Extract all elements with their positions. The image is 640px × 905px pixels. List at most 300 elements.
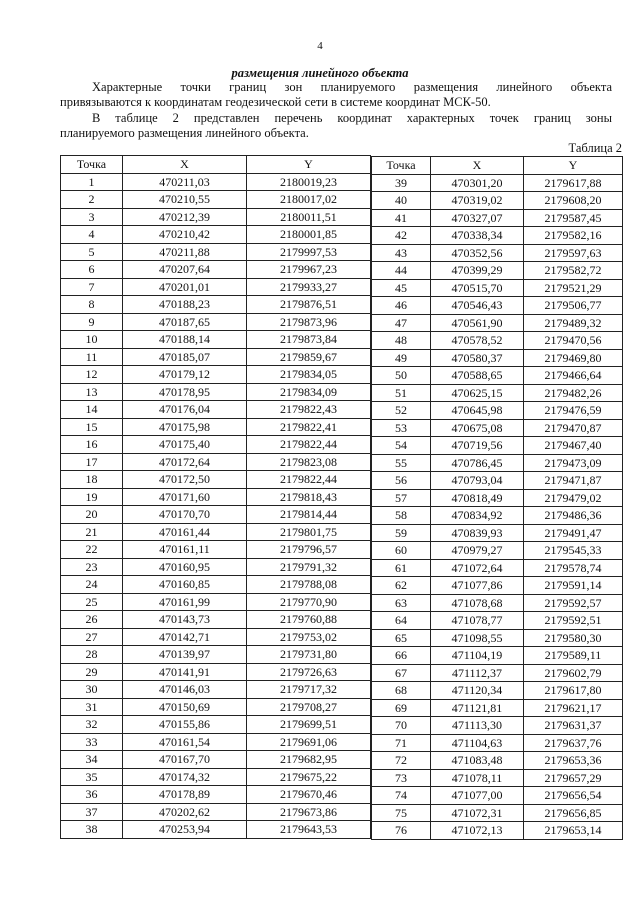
point-number-cell: 43 <box>372 244 431 262</box>
x-coordinate-cell: 470161,44 <box>123 523 247 541</box>
point-number-cell: 36 <box>61 786 123 804</box>
y-coordinate-cell: 2179631,37 <box>524 717 623 735</box>
table-row <box>61 173 371 191</box>
y-coordinate-cell: 2179708,27 <box>247 698 371 716</box>
table-row <box>372 507 623 525</box>
x-coordinate-cell: 470143,73 <box>123 611 247 629</box>
x-coordinate-cell: 470155,86 <box>123 716 247 734</box>
y-coordinate-cell: 2179731,80 <box>247 646 371 664</box>
point-number-cell: 17 <box>61 453 123 471</box>
table-row <box>372 314 623 332</box>
y-coordinate-cell: 2179818,43 <box>247 488 371 506</box>
point-number-cell: 25 <box>61 593 123 611</box>
table-row <box>61 663 371 681</box>
point-number-cell: 52 <box>372 402 431 420</box>
x-coordinate-cell: 470818,49 <box>431 489 524 507</box>
point-number-cell: 61 <box>372 559 431 577</box>
point-number-cell: 1 <box>61 173 123 191</box>
y-coordinate-cell: 2179578,74 <box>524 559 623 577</box>
x-coordinate-cell: 470171,60 <box>123 488 247 506</box>
table-row <box>61 366 371 384</box>
y-coordinate-cell: 2179834,05 <box>247 366 371 384</box>
section-heading: размещения линейного объекта <box>231 66 409 80</box>
table-row <box>61 821 371 839</box>
table-row <box>61 698 371 716</box>
x-coordinate-cell: 471112,37 <box>431 664 524 682</box>
y-coordinate-cell: 2179822,44 <box>247 436 371 454</box>
table-row <box>61 803 371 821</box>
x-coordinate-cell: 470253,94 <box>123 821 247 839</box>
point-number-cell: 7 <box>61 278 123 296</box>
point-number-cell: 16 <box>61 436 123 454</box>
x-coordinate-cell: 470578,52 <box>431 332 524 350</box>
x-coordinate-cell: 470160,85 <box>123 576 247 594</box>
column-header-y: Y <box>247 156 371 174</box>
point-number-cell: 40 <box>372 192 431 210</box>
x-coordinate-cell: 470187,65 <box>123 313 247 331</box>
y-coordinate-cell: 2179822,43 <box>247 401 371 419</box>
table-row <box>61 576 371 594</box>
x-coordinate-cell: 470178,95 <box>123 383 247 401</box>
point-number-cell: 31 <box>61 698 123 716</box>
x-coordinate-cell: 470142,71 <box>123 628 247 646</box>
y-coordinate-cell: 2179467,40 <box>524 437 623 455</box>
point-number-cell: 42 <box>372 227 431 245</box>
y-coordinate-cell: 2179770,90 <box>247 593 371 611</box>
y-coordinate-cell: 2179791,32 <box>247 558 371 576</box>
x-coordinate-cell: 470212,39 <box>123 208 247 226</box>
y-coordinate-cell: 2179760,88 <box>247 611 371 629</box>
point-number-cell: 38 <box>61 821 123 839</box>
table-row <box>372 752 623 770</box>
paragraph-intro-line-2: привязываются к координатам геодезической сети в системе координат МСК-50. <box>60 95 491 109</box>
y-coordinate-cell: 2179476,59 <box>524 402 623 420</box>
table-header-row <box>372 157 623 175</box>
x-coordinate-cell: 470301,20 <box>431 174 524 192</box>
point-number-cell: 57 <box>372 489 431 507</box>
coordinates-table-left <box>60 155 371 839</box>
y-coordinate-cell: 2179482,26 <box>524 384 623 402</box>
x-coordinate-cell: 471104,19 <box>431 647 524 665</box>
point-number-cell: 66 <box>372 647 431 665</box>
table-row <box>61 418 371 436</box>
y-coordinate-cell: 2179617,80 <box>524 682 623 700</box>
y-coordinate-cell: 2179691,06 <box>247 733 371 751</box>
point-number-cell: 2 <box>61 191 123 209</box>
point-number-cell: 64 <box>372 612 431 630</box>
table-row <box>372 402 623 420</box>
x-coordinate-cell: 471083,48 <box>431 752 524 770</box>
table-row <box>372 664 623 682</box>
table-row <box>372 244 623 262</box>
y-coordinate-cell: 2179796,57 <box>247 541 371 559</box>
table-row <box>61 733 371 751</box>
x-coordinate-cell: 471078,77 <box>431 612 524 630</box>
table-row <box>61 313 371 331</box>
x-coordinate-cell: 470175,98 <box>123 418 247 436</box>
point-number-cell: 44 <box>372 262 431 280</box>
x-coordinate-cell: 471077,86 <box>431 577 524 595</box>
table-row <box>61 243 371 261</box>
table-row <box>372 717 623 735</box>
point-number-cell: 51 <box>372 384 431 402</box>
column-header-x: X <box>431 157 524 175</box>
table-row <box>61 401 371 419</box>
point-number-cell: 6 <box>61 261 123 279</box>
x-coordinate-cell: 471078,68 <box>431 594 524 612</box>
y-coordinate-cell: 2179471,87 <box>524 472 623 490</box>
x-coordinate-cell: 470645,98 <box>431 402 524 420</box>
point-number-cell: 29 <box>61 663 123 681</box>
y-coordinate-cell: 2179637,76 <box>524 734 623 752</box>
y-coordinate-cell: 2179643,53 <box>247 821 371 839</box>
y-coordinate-cell: 2179466,64 <box>524 367 623 385</box>
point-number-cell: 33 <box>61 733 123 751</box>
y-coordinate-cell: 2179822,44 <box>247 471 371 489</box>
table-row <box>372 384 623 402</box>
point-number-cell: 23 <box>61 558 123 576</box>
x-coordinate-cell: 470625,15 <box>431 384 524 402</box>
table-row <box>372 489 623 507</box>
x-coordinate-cell: 470172,50 <box>123 471 247 489</box>
y-coordinate-cell: 2179699,51 <box>247 716 371 734</box>
y-coordinate-cell: 2179834,09 <box>247 383 371 401</box>
point-number-cell: 63 <box>372 594 431 612</box>
y-coordinate-cell: 2179602,79 <box>524 664 623 682</box>
table-row <box>61 261 371 279</box>
point-number-cell: 58 <box>372 507 431 525</box>
point-number-cell: 73 <box>372 769 431 787</box>
x-coordinate-cell: 470185,07 <box>123 348 247 366</box>
x-coordinate-cell: 470546,43 <box>431 297 524 315</box>
x-coordinate-cell: 470167,70 <box>123 751 247 769</box>
table-row <box>61 191 371 209</box>
table-row <box>372 297 623 315</box>
table-row <box>372 682 623 700</box>
y-coordinate-cell: 2179653,14 <box>524 822 623 840</box>
x-coordinate-cell: 470588,65 <box>431 367 524 385</box>
x-coordinate-cell: 470399,29 <box>431 262 524 280</box>
x-coordinate-cell: 470139,97 <box>123 646 247 664</box>
point-number-cell: 35 <box>61 768 123 786</box>
y-coordinate-cell: 2179876,51 <box>247 296 371 314</box>
x-coordinate-cell: 470675,08 <box>431 419 524 437</box>
y-coordinate-cell: 2179823,08 <box>247 453 371 471</box>
point-number-cell: 19 <box>61 488 123 506</box>
point-number-cell: 32 <box>61 716 123 734</box>
y-coordinate-cell: 2179656,85 <box>524 804 623 822</box>
table-row <box>61 436 371 454</box>
table-row <box>61 541 371 559</box>
x-coordinate-cell: 470146,03 <box>123 681 247 699</box>
x-coordinate-cell: 471072,31 <box>431 804 524 822</box>
y-coordinate-cell: 2179617,88 <box>524 174 623 192</box>
y-coordinate-cell: 2179788,08 <box>247 576 371 594</box>
x-coordinate-cell: 470141,91 <box>123 663 247 681</box>
y-coordinate-cell: 2179486,36 <box>524 507 623 525</box>
y-coordinate-cell: 2179580,30 <box>524 629 623 647</box>
table-row <box>61 226 371 244</box>
point-number-cell: 28 <box>61 646 123 664</box>
y-coordinate-cell: 2179473,09 <box>524 454 623 472</box>
x-coordinate-cell: 471113,30 <box>431 717 524 735</box>
x-coordinate-cell: 471072,64 <box>431 559 524 577</box>
table-row <box>372 769 623 787</box>
point-number-cell: 20 <box>61 506 123 524</box>
point-number-cell: 62 <box>372 577 431 595</box>
y-coordinate-cell: 2179859,67 <box>247 348 371 366</box>
table-row <box>372 192 623 210</box>
table-row <box>61 628 371 646</box>
point-number-cell: 18 <box>61 471 123 489</box>
y-coordinate-cell: 2179545,33 <box>524 542 623 560</box>
x-coordinate-cell: 470561,90 <box>431 314 524 332</box>
point-number-cell: 27 <box>61 628 123 646</box>
table-row <box>372 279 623 297</box>
y-coordinate-cell: 2179675,22 <box>247 768 371 786</box>
table-row <box>61 383 371 401</box>
y-coordinate-cell: 2179597,63 <box>524 244 623 262</box>
x-coordinate-cell: 470188,23 <box>123 296 247 314</box>
point-number-cell: 8 <box>61 296 123 314</box>
y-coordinate-cell: 2179801,75 <box>247 523 371 541</box>
table-row <box>372 559 623 577</box>
table-row <box>372 227 623 245</box>
x-coordinate-cell: 470352,56 <box>431 244 524 262</box>
point-number-cell: 14 <box>61 401 123 419</box>
x-coordinate-cell: 470834,92 <box>431 507 524 525</box>
y-coordinate-cell: 2179587,45 <box>524 209 623 227</box>
x-coordinate-cell: 470176,04 <box>123 401 247 419</box>
y-coordinate-cell: 2179469,80 <box>524 349 623 367</box>
y-coordinate-cell: 2179589,11 <box>524 647 623 665</box>
x-coordinate-cell: 470338,34 <box>431 227 524 245</box>
y-coordinate-cell: 2179592,51 <box>524 612 623 630</box>
x-coordinate-cell: 470175,40 <box>123 436 247 454</box>
paragraph-table-reference-line-2: планируемого размещения линейного объекта. <box>60 126 309 140</box>
x-coordinate-cell: 470979,27 <box>431 542 524 560</box>
point-number-cell: 75 <box>372 804 431 822</box>
point-number-cell: 24 <box>61 576 123 594</box>
x-coordinate-cell: 470207,64 <box>123 261 247 279</box>
table-row <box>61 523 371 541</box>
y-coordinate-cell: 2180001,85 <box>247 226 371 244</box>
table-row <box>61 208 371 226</box>
table-row <box>61 681 371 699</box>
point-number-cell: 74 <box>372 787 431 805</box>
table-row <box>61 453 371 471</box>
y-coordinate-cell: 2179873,96 <box>247 313 371 331</box>
x-coordinate-cell: 470580,37 <box>431 349 524 367</box>
y-coordinate-cell: 2179682,95 <box>247 751 371 769</box>
paragraph-table-reference <box>60 111 612 141</box>
point-number-cell: 15 <box>61 418 123 436</box>
point-number-cell: 10 <box>61 331 123 349</box>
table-row <box>372 647 623 665</box>
point-number-cell: 11 <box>61 348 123 366</box>
y-coordinate-cell: 2179506,77 <box>524 297 623 315</box>
coordinates-table-right <box>371 156 623 840</box>
x-coordinate-cell: 471072,13 <box>431 822 524 840</box>
x-coordinate-cell: 470161,99 <box>123 593 247 611</box>
x-coordinate-cell: 470211,88 <box>123 243 247 261</box>
point-number-cell: 9 <box>61 313 123 331</box>
x-coordinate-cell: 470327,07 <box>431 209 524 227</box>
point-number-cell: 69 <box>372 699 431 717</box>
x-coordinate-cell: 470210,42 <box>123 226 247 244</box>
table-row <box>61 716 371 734</box>
x-coordinate-cell: 470161,54 <box>123 733 247 751</box>
x-coordinate-cell: 470150,69 <box>123 698 247 716</box>
point-number-cell: 3 <box>61 208 123 226</box>
table-row <box>372 472 623 490</box>
table-row <box>61 348 371 366</box>
y-coordinate-cell: 2179521,29 <box>524 279 623 297</box>
point-number-cell: 72 <box>372 752 431 770</box>
table-row <box>61 471 371 489</box>
y-coordinate-cell: 2179621,17 <box>524 699 623 717</box>
x-coordinate-cell: 470719,56 <box>431 437 524 455</box>
x-coordinate-cell: 471098,55 <box>431 629 524 647</box>
y-coordinate-cell: 2179717,32 <box>247 681 371 699</box>
table-row <box>372 542 623 560</box>
y-coordinate-cell: 2179491,47 <box>524 524 623 542</box>
x-coordinate-cell: 470174,32 <box>123 768 247 786</box>
y-coordinate-cell: 2179656,54 <box>524 787 623 805</box>
table-row <box>61 331 371 349</box>
x-coordinate-cell: 470202,62 <box>123 803 247 821</box>
point-number-cell: 53 <box>372 419 431 437</box>
page-number: 4 <box>317 40 323 52</box>
table-row <box>61 296 371 314</box>
table-row <box>372 787 623 805</box>
point-number-cell: 21 <box>61 523 123 541</box>
table-row <box>372 332 623 350</box>
point-number-cell: 56 <box>372 472 431 490</box>
table-row <box>372 577 623 595</box>
x-coordinate-cell: 470786,45 <box>431 454 524 472</box>
x-coordinate-cell: 470188,14 <box>123 331 247 349</box>
table-row <box>372 349 623 367</box>
x-coordinate-cell: 470201,01 <box>123 278 247 296</box>
point-number-cell: 5 <box>61 243 123 261</box>
y-coordinate-cell: 2179582,72 <box>524 262 623 280</box>
y-coordinate-cell: 2179967,23 <box>247 261 371 279</box>
table-row <box>61 506 371 524</box>
table-row <box>61 488 371 506</box>
x-coordinate-cell: 471078,11 <box>431 769 524 787</box>
y-coordinate-cell: 2179726,63 <box>247 663 371 681</box>
table-row <box>61 593 371 611</box>
y-coordinate-cell: 2179873,84 <box>247 331 371 349</box>
y-coordinate-cell: 2179653,36 <box>524 752 623 770</box>
table-row <box>372 699 623 717</box>
y-coordinate-cell: 2179657,29 <box>524 769 623 787</box>
table-row <box>372 209 623 227</box>
point-number-cell: 55 <box>372 454 431 472</box>
column-header-x: X <box>123 156 247 174</box>
table-row <box>372 454 623 472</box>
table-row <box>61 611 371 629</box>
y-coordinate-cell: 2180019,23 <box>247 173 371 191</box>
y-coordinate-cell: 2179479,02 <box>524 489 623 507</box>
y-coordinate-cell: 2179670,46 <box>247 786 371 804</box>
x-coordinate-cell: 470211,03 <box>123 173 247 191</box>
point-number-cell: 13 <box>61 383 123 401</box>
x-coordinate-cell: 470161,11 <box>123 541 247 559</box>
y-coordinate-cell: 2180011,51 <box>247 208 371 226</box>
point-number-cell: 60 <box>372 542 431 560</box>
y-coordinate-cell: 2179591,14 <box>524 577 623 595</box>
paragraph-table-reference-line-1: В таблице 2 представлен перечень координат характерных точек границ зоны <box>92 111 612 125</box>
point-number-cell: 22 <box>61 541 123 559</box>
point-number-cell: 59 <box>372 524 431 542</box>
table-row <box>372 804 623 822</box>
x-coordinate-cell: 470178,89 <box>123 786 247 804</box>
column-header-y: Y <box>524 157 623 175</box>
y-coordinate-cell: 2179592,57 <box>524 594 623 612</box>
table-row <box>372 262 623 280</box>
x-coordinate-cell: 470793,04 <box>431 472 524 490</box>
point-number-cell: 65 <box>372 629 431 647</box>
table-row <box>372 734 623 752</box>
table-row <box>61 786 371 804</box>
table-header-row <box>61 156 371 174</box>
table-row <box>372 612 623 630</box>
x-coordinate-cell: 470319,02 <box>431 192 524 210</box>
table-row <box>61 558 371 576</box>
x-coordinate-cell: 471120,34 <box>431 682 524 700</box>
table-row <box>372 629 623 647</box>
y-coordinate-cell: 2179753,02 <box>247 628 371 646</box>
point-number-cell: 45 <box>372 279 431 297</box>
point-number-cell: 54 <box>372 437 431 455</box>
y-coordinate-cell: 2179470,87 <box>524 419 623 437</box>
y-coordinate-cell: 2179489,32 <box>524 314 623 332</box>
point-number-cell: 67 <box>372 664 431 682</box>
point-number-cell: 4 <box>61 226 123 244</box>
table-row <box>61 646 371 664</box>
paragraph-intro-line-1: Характерные точки границ зон планируемого размещения линейного объекта <box>92 80 612 94</box>
column-header-point: Точка <box>372 157 431 175</box>
x-coordinate-cell: 470170,70 <box>123 506 247 524</box>
table-row <box>61 751 371 769</box>
x-coordinate-cell: 470172,64 <box>123 453 247 471</box>
y-coordinate-cell: 2179814,44 <box>247 506 371 524</box>
y-coordinate-cell: 2179673,86 <box>247 803 371 821</box>
y-coordinate-cell: 2179822,41 <box>247 418 371 436</box>
point-number-cell: 68 <box>372 682 431 700</box>
table-row <box>372 524 623 542</box>
point-number-cell: 41 <box>372 209 431 227</box>
y-coordinate-cell: 2179997,53 <box>247 243 371 261</box>
point-number-cell: 46 <box>372 297 431 315</box>
x-coordinate-cell: 471121,81 <box>431 699 524 717</box>
table-row <box>372 822 623 840</box>
point-number-cell: 47 <box>372 314 431 332</box>
x-coordinate-cell: 470210,55 <box>123 191 247 209</box>
table-row <box>372 594 623 612</box>
x-coordinate-cell: 471077,00 <box>431 787 524 805</box>
x-coordinate-cell: 470515,70 <box>431 279 524 297</box>
table-caption: Таблица 2 <box>568 141 622 155</box>
y-coordinate-cell: 2179582,16 <box>524 227 623 245</box>
y-coordinate-cell: 2179933,27 <box>247 278 371 296</box>
point-number-cell: 39 <box>372 174 431 192</box>
column-header-point: Точка <box>61 156 123 174</box>
table-row <box>61 278 371 296</box>
point-number-cell: 48 <box>372 332 431 350</box>
